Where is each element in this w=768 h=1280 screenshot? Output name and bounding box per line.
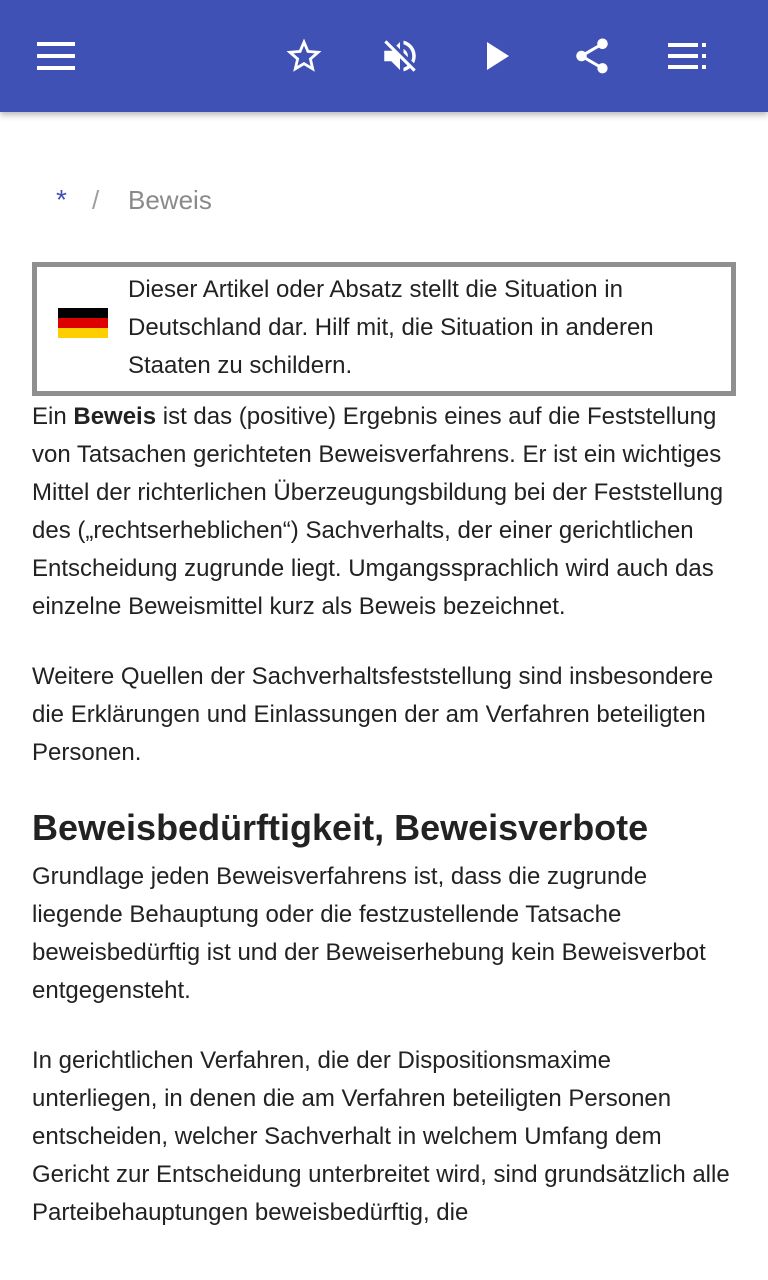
menu-button[interactable] [20,20,92,92]
play-icon [483,40,513,72]
paragraph-sources: Weitere Quellen der Sachverhaltsfeststellung sind insbesondere die Erklärungen und Einlassungen der am Verfahren beteiligten Personen. [32,663,714,766]
paragraph-intro-rest: ist das (positive) Ergebnis eines auf die Feststellung von Tatsachen gerichteten Beweisverfahrens. Er ist ein wichtiges Mittel der richterlichen Überzeugungsbildung bei der Feststellung des („rechtserheblichen“) Sachverhalts, der einer gerichtlichen Entscheidung zugrunde liegt. Umgangssprachlich wird auch das einzelne Beweismittel kurz als Beweis bezeichnet. [32,403,724,620]
term-beweis: Beweis [73,403,157,430]
paragraph-intro-start: Ein [32,403,74,430]
play-button[interactable] [462,20,534,92]
table-of-contents-button[interactable] [652,20,724,92]
share-button[interactable] [556,20,628,92]
mute-button[interactable] [364,20,436,92]
table-of-contents-icon [668,43,708,69]
share-icon [571,35,613,77]
article-body [32,398,736,1264]
volume-off-icon [379,35,421,77]
star-outline-icon [283,35,325,77]
favorite-button[interactable] [268,20,340,92]
article-content[interactable] [0,112,768,1280]
hamburger-menu-icon [37,42,75,70]
breadcrumb-home-link[interactable]: * [56,184,67,215]
paragraph-intro [32,398,736,626]
app-toolbar [0,0,768,112]
germany-flag-icon [58,308,108,338]
breadcrumb-separator: / [92,185,100,215]
paragraph-basis: Grundlage jeden Beweisverfahrens ist, dass die zugrunde liegende Behauptung oder die festzustellende Tatsache beweisbedürftig ist und der Beweiserhebung kein Beweisverbot entgegensteht. [32,863,706,1004]
notice-text: Dieser Artikel oder Absatz stellt die Situation in Deutschland dar. Hilf mit, die Situation in anderen Staaten zu schildern. [128,276,654,379]
region-notice-box [32,262,736,396]
breadcrumb-current: Beweis [128,185,212,215]
section-heading: Beweisbedürftigkeit, Beweisverbote [32,807,649,848]
paragraph-disposition: In gerichtlichen Verfahren, die der Dispositionsmaxime unterliegen, in denen die am Verfahren beteiligten Personen entscheiden, welcher Sachverhalt in welchem Umfang dem Gericht zur Entscheidung unterbreitet wird, sind grundsätzlich alle Parteibehauptungen beweisbedürftig, die [32,1047,730,1226]
